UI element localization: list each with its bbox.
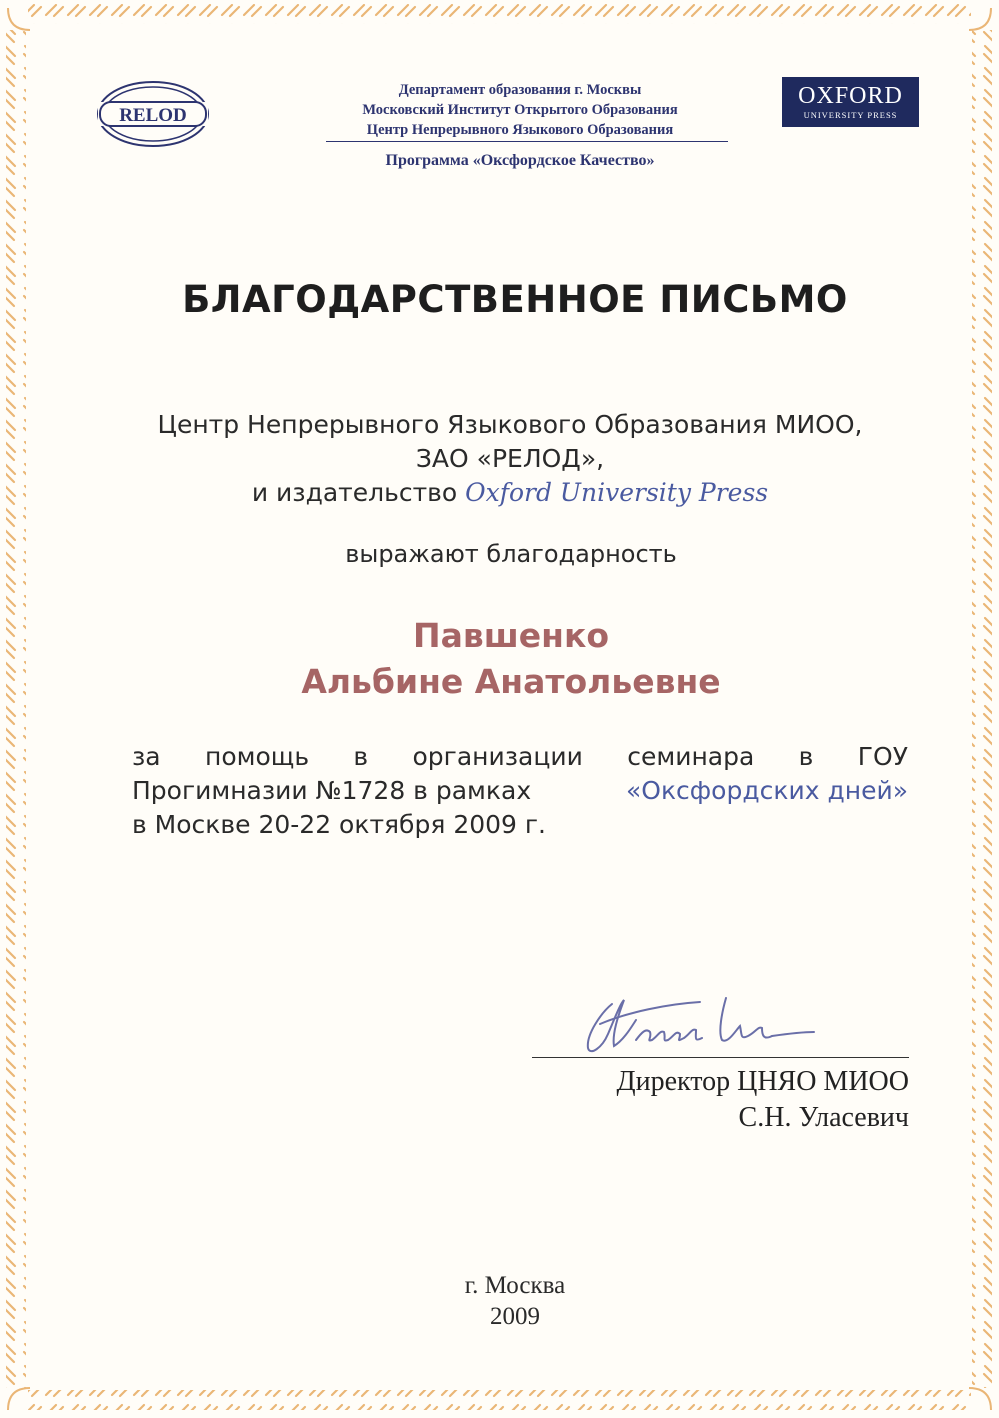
- org-line-center: Центр Непрерывного Языкового Образования: [366, 122, 674, 138]
- recipient-given-names: Альбине Анатольевне: [301, 662, 721, 701]
- reason-word: семинара: [627, 742, 755, 771]
- reason-word: в: [798, 742, 814, 771]
- org-line-institute: Московский Институт Открытого Образования: [362, 102, 678, 118]
- oxford-logo-main: OXFORD: [798, 83, 903, 109]
- recipient-block: [0, 613, 999, 705]
- signer-block: [532, 1064, 909, 1136]
- sender-line-publisher: [0, 476, 999, 510]
- reason-line-3: в Москве 20-22 октября 2009 г.: [132, 810, 546, 839]
- letter-title: БЛАГОДАРСТВЕННОЕ ПИСЬМО: [182, 278, 848, 321]
- signer-position: Директор ЦНЯО МИОО: [616, 1066, 909, 1097]
- reason-word: помощь: [204, 742, 310, 771]
- place-year: 2009: [490, 1303, 540, 1330]
- oxford-logo-sub: UNIVERSITY PRESS: [803, 110, 898, 120]
- sender-line-relod: ЗАО «РЕЛОД»,: [415, 444, 605, 473]
- signature-line: [532, 1057, 909, 1058]
- reason-word: ГОУ: [857, 742, 908, 771]
- sender-publisher-prefix: и издательство: [251, 478, 466, 507]
- reason-line-1: [132, 740, 908, 774]
- organization-lines: [300, 80, 740, 140]
- sender-line-center: Центр Непрерывного Языкового Образования МИОО,: [157, 410, 863, 439]
- senders-block: [0, 408, 999, 510]
- oxford-logo: [782, 77, 919, 127]
- reason-block: [132, 740, 908, 842]
- org-line-department: Департамент образования г. Москвы: [398, 82, 642, 98]
- recipient-surname: Павшенко: [412, 616, 610, 655]
- place-and-year: [0, 1270, 999, 1332]
- reason-line-2-text: Прогимназии №1728 в рамках: [132, 776, 532, 805]
- sender-publisher-name: Oxford University Press: [465, 478, 769, 507]
- reason-word: в: [353, 742, 369, 771]
- handwritten-signature: [572, 982, 832, 1062]
- relod-logo-text: RELOD: [119, 105, 187, 126]
- signer-name: С.Н. Уласевич: [738, 1102, 909, 1133]
- reason-word: организации: [412, 742, 583, 771]
- reason-event-name: «Оксфордских дней»: [625, 776, 908, 805]
- place-city: г. Москва: [464, 1272, 566, 1299]
- reason-line-2: [132, 774, 908, 808]
- express-gratitude: выражают благодарность: [345, 540, 677, 568]
- reason-word: за: [132, 742, 161, 771]
- letterhead: [0, 0, 999, 200]
- header-divider: [326, 141, 728, 142]
- program-name: Программа «Оксфордское Качество»: [385, 152, 655, 169]
- relod-logo: [96, 80, 210, 148]
